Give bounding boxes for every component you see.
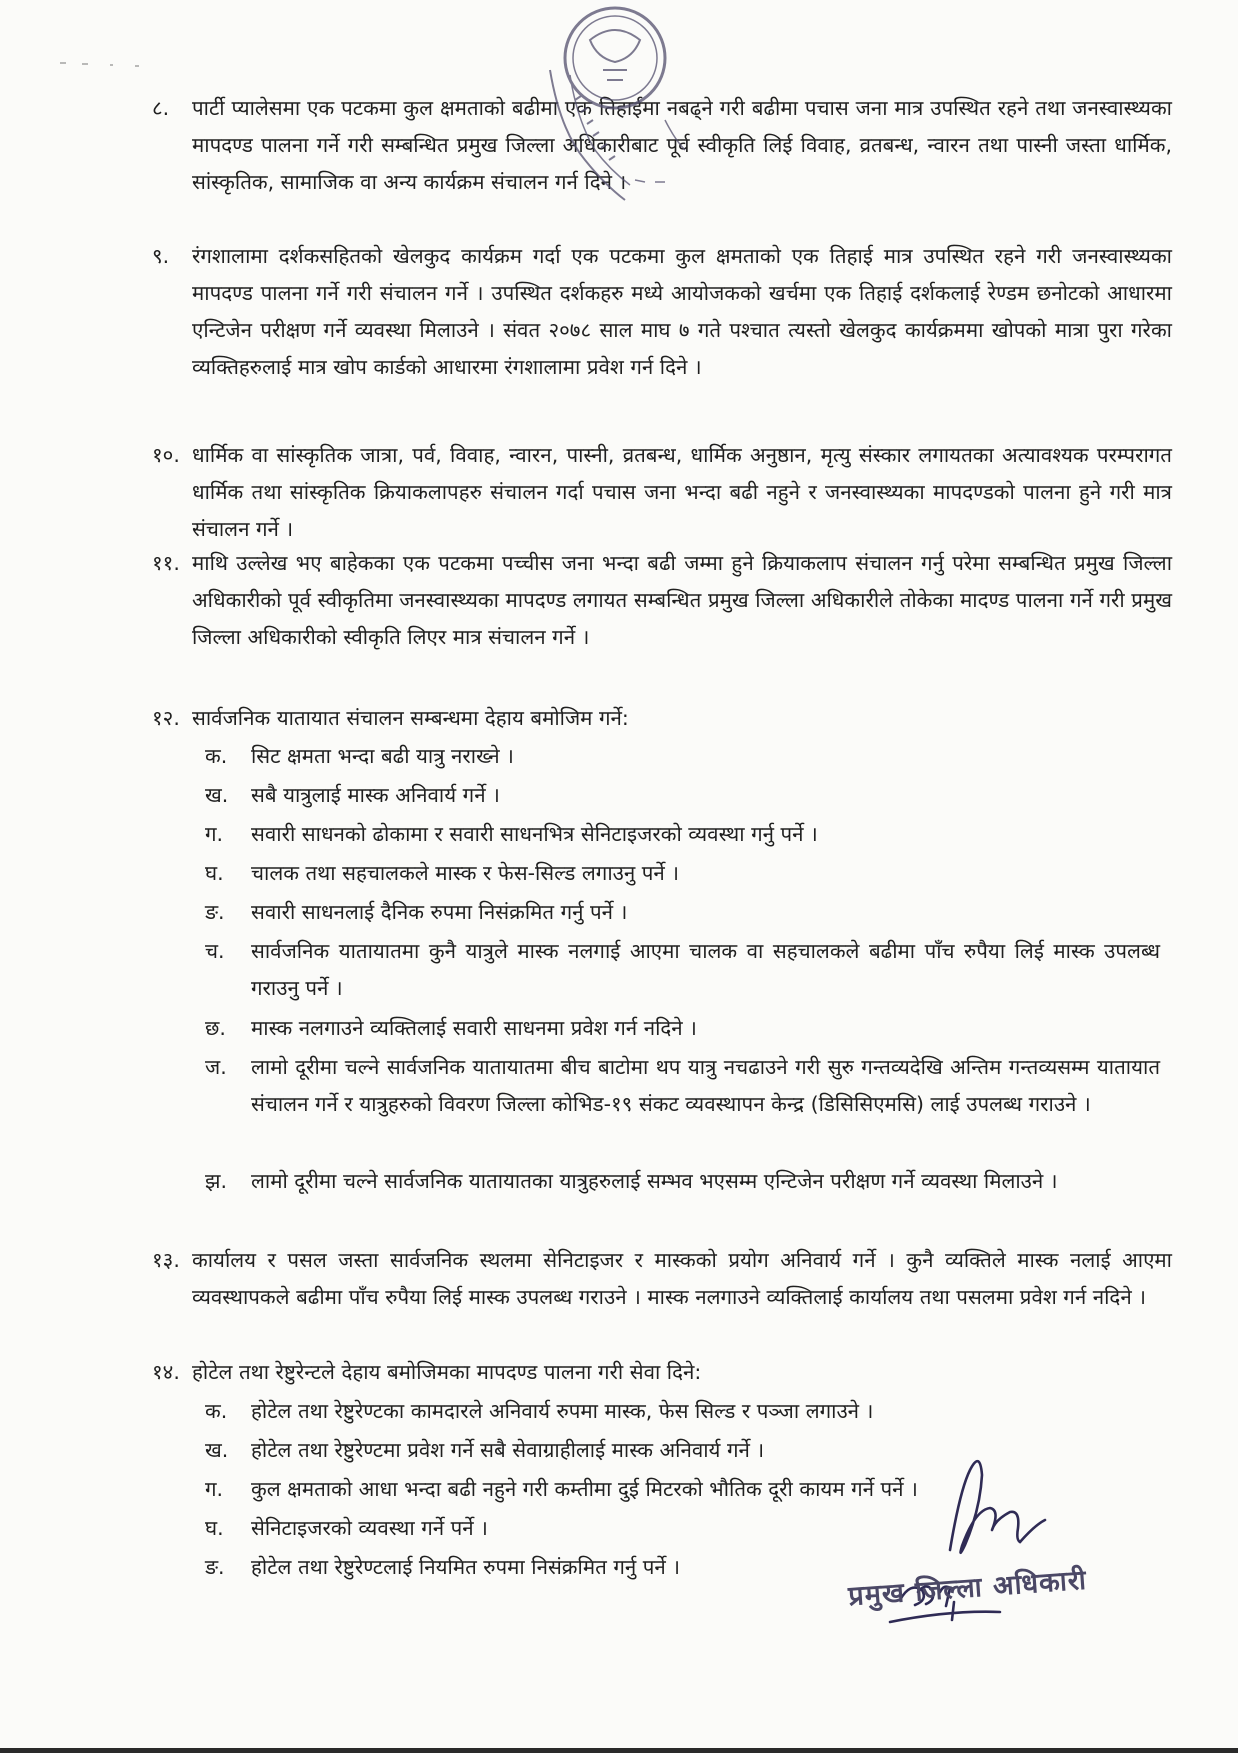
sub-label: च. [205, 939, 225, 963]
clause-10 [152, 437, 1172, 548]
clause-text: माथि उल्लेख भए बाहेकका एक पटकमा पच्चीस जना भन्दा बढी जम्मा हुने क्रियाकलाप संचालन गर्नु परेमा सम्बन्धित प्रमुख जिल्ला अधिकारीको पूर्व स्वीकृतिमा जनस्वास्थ्यका मापदण्ड लगायत सम्बन्धित प्रमुख जिल्ला अधिकारीले तोकेका मादण्ड पालना गर्ने गरी प्रमुख जिल्ला अधिकारीको स्वीकृति लिएर मात्र संचालन गर्ने । [192, 551, 1172, 649]
clause-12-sub-kha [205, 777, 1160, 814]
clause-12-sub-cha [205, 933, 1160, 1007]
clause-number: ८. [152, 96, 170, 120]
margin-marks [60, 58, 160, 68]
sub-text: सार्वजनिक यातायातमा कुनै यात्रुले मास्क नलगाई आएमा चालक वा सहचालकले बढीमा पाँच रुपैया लिई मास्क उपलब्ध गराउनु पर्ने । [251, 939, 1160, 1000]
sub-label: ग. [205, 1477, 224, 1501]
sub-text: सबै यात्रुलाई मास्क अनिवार्य गर्ने । [251, 783, 500, 807]
sub-label: घ. [205, 1516, 224, 1540]
clause-12-sub-ka [205, 738, 1160, 775]
clause-12-sub-chha [205, 1010, 1160, 1047]
clause-number: १०. [152, 443, 180, 467]
sub-label: ख. [205, 1438, 229, 1462]
clause-12-sub-ja [205, 1049, 1160, 1123]
sub-text: सेनिटाइजरको व्यवस्था गर्ने पर्ने । [251, 1516, 488, 1540]
clause-text: धार्मिक वा सांस्कृतिक जात्रा, पर्व, विवाह, न्वारन, पास्नी, व्रतबन्ध, धार्मिक अनुष्ठान, मृत्यु संस्कार लगायतका अत्यावश्यक परम्परागत धार्मिक तथा सांस्कृतिक क्रियाकलापहरु संचालन गर्दा पचास जना भन्दा बढी नहुने र जनस्वास्थ्यका मापदण्डको पालना हुने गरी मात्र संचालन गर्ने । [192, 443, 1172, 541]
sub-text: सवारी साधनको ढोकामा र सवारी साधनभित्र सेनिटाइजरको व्यवस्था गर्नु पर्ने । [251, 822, 818, 846]
clause-number: ११. [152, 551, 180, 575]
clause-number: १२. [152, 706, 180, 730]
clause-14-sub-ka [205, 1393, 1160, 1430]
clause-12-sub-gha [205, 855, 1160, 892]
sub-label: ङ. [205, 1555, 225, 1579]
clause-12-sub-jha [205, 1163, 1160, 1200]
clause-11 [152, 545, 1172, 656]
sub-label: झ. [205, 1169, 228, 1193]
official-seal-stamp [515, 0, 715, 215]
clause-text: सार्वजनिक यातायात संचालन सम्बन्धमा देहाय बमोजिम गर्ने: [192, 706, 629, 730]
sub-label: छ. [205, 1016, 226, 1040]
sub-text: होटेल तथा रेष्टुरेण्टका कामदारले अनिवार्य रुपमा मास्क, फेस सिल्ड र पञ्जा लगाउने । [251, 1399, 874, 1423]
sub-text: चालक तथा सहचालकले मास्क र फेस-सिल्ड लगाउनु पर्ने । [251, 861, 680, 885]
sub-label: ख. [205, 783, 229, 807]
sub-text: सिट क्षमता भन्दा बढी यात्रु नराख्ने । [251, 744, 514, 768]
clause-number: १४. [152, 1360, 180, 1384]
clause-number: १३. [152, 1248, 180, 1272]
sub-text: मास्क नलगाउने व्यक्तिलाई सवारी साधनमा प्रवेश गर्न नदिने । [251, 1016, 697, 1040]
clause-text: पार्टी प्यालेसमा एक पटकमा कुल क्षमताको बढीमा एक तिहाईमा नबढ्ने गरी बढीमा पचास जना मात्र उपस्थित रहने तथा जनस्वास्थ्यका मापदण्ड पालना गर्ने गरी सम्बन्धित प्रमुख जिल्ला अधिकारीबाट पूर्व स्वीकृति लिई विवाह, व्रतबन्ध, न्वारन तथा पास्नी जस्ता धार्मिक, सांस्कृतिक, सामाजिक वा अन्य कार्यक्रम संचालन गर्न दिने । [192, 96, 1172, 194]
sub-text: लामो दूरीमा चल्ने सार्वजनिक यातायातका यात्रुहरुलाई सम्भव भएसम्म एन्टिजेन परीक्षण गर्ने व्यवस्था मिलाउने । [251, 1169, 1058, 1193]
sub-label: क. [205, 744, 228, 768]
clause-text: कार्यालय र पसल जस्ता सार्वजनिक स्थलमा सेनिटाइजर र मास्कको प्रयोग अनिवार्य गर्ने । कुनै व्यक्तिले मास्क नलाई आएमा व्यवस्थापकले बढीमा पाँच रुपैया लिई मास्क उपलब्ध गराउने । मास्क नलगाउने व्यक्तिलाई कार्यालय तथा पसलमा प्रवेश गर्न नदिने । [192, 1248, 1172, 1309]
chief-district-officer-stamp: प्रमुख जिल्ला अधिकारी [847, 1564, 1088, 1613]
sub-text: होटेल तथा रेष्टुरेण्टमा प्रवेश गर्ने सबै सेवाग्राहीलाई मास्क अनिवार्य गर्ने । [251, 1438, 765, 1462]
sub-label: ग. [205, 822, 224, 846]
clause-12-sub-ga [205, 816, 1160, 853]
sub-text: लामो दूरीमा चल्ने सार्वजनिक यातायातमा बीच बाटोमा थप यात्रु नचढाउने गरी सुरु गन्तव्यदेखि अन्तिम गन्तव्यसम्म यातायात संचालन गर्ने र यात्रुहरुको विवरण जिल्ला कोभिड-१९ संकट व्यवस्थापन केन्द्र (डिसिसिएमसि) लाई उपलब्ध गराउने । [251, 1055, 1160, 1116]
sub-label: क. [205, 1399, 228, 1423]
clause-12-sub-nga [205, 894, 1160, 931]
sub-label: ज. [205, 1055, 227, 1079]
clause-14 [152, 1354, 1172, 1391]
page-edge [0, 1748, 1238, 1753]
sub-text: होटेल तथा रेष्टुरेण्टलाई नियमित रुपमा निसंक्रमित गर्नु पर्ने । [251, 1555, 681, 1579]
clause-text: होटेल तथा रेष्टुरेन्टले देहाय बमोजिमका मापदण्ड पालना गरी सेवा दिने: [192, 1360, 702, 1384]
clause-12 [152, 700, 1172, 737]
sub-text: कुल क्षमताको आधा भन्दा बढी नहुने गरी कम्तीमा दुई मिटरको भौतिक दूरी कायम गर्ने पर्ने । [251, 1477, 918, 1501]
clause-text: रंगशालामा दर्शकसहितको खेलकुद कार्यक्रम गर्दा एक पटकमा कुल क्षमताको एक तिहाई मात्र उपस्थित रहने गरी जनस्वास्थ्यका मापदण्ड पालना गर्ने गरी संचालन गर्ने । उपस्थित दर्शकहरु मध्ये आयोजकको खर्चमा एक तिहाई दर्शकलाई रेण्डम छनोटको आधारमा एन्टिजेन परीक्षण गर्ने व्यवस्था मिलाउने । संवत २०७८ साल माघ ७ गते पश्चात त्यस्तो खेलकुद कार्यक्रममा खोपको मात्रा पुरा गरेका व्यक्तिहरुलाई मात्र खोप कार्डको आधारमा रंगशालामा प्रवेश गर्न दिने । [192, 244, 1172, 379]
clause-number: ९. [152, 244, 170, 268]
sub-text: सवारी साधनलाई दैनिक रुपमा निसंक्रमित गर्नु पर्ने । [251, 900, 628, 924]
sub-label: घ. [205, 861, 224, 885]
sub-label: ङ. [205, 900, 225, 924]
clause-13 [152, 1242, 1172, 1316]
clause-9 [152, 238, 1172, 386]
